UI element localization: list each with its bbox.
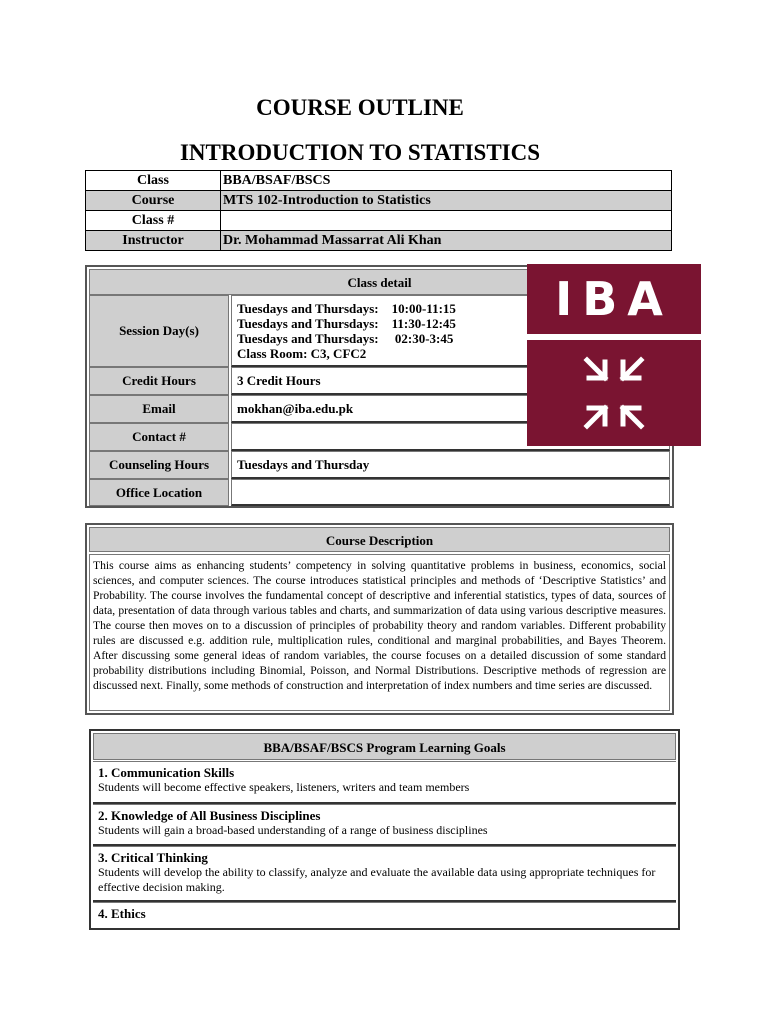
session-line-1: Tuesdays and Thursdays: 10:00-11:15 — [237, 300, 456, 316]
course-info-table — [85, 170, 672, 251]
info-value-class: BBA/BSAF/BSCS — [221, 171, 672, 191]
detail-key-session: Session Day(s) — [89, 295, 229, 367]
iba-logo — [527, 264, 701, 446]
detail-key-email: Email — [89, 395, 229, 423]
session-line-3: Tuesdays and Thursdays: 02:30-3:45 — [237, 330, 454, 346]
goal-item — [93, 761, 676, 804]
info-key-class-number: Class # — [86, 211, 221, 231]
info-row-class — [86, 171, 672, 191]
goal-title: 4. Ethics — [98, 906, 146, 921]
goal-title: 1. Communication Skills — [98, 765, 235, 780]
course-description-header: Course Description — [89, 527, 670, 552]
info-key-instructor: Instructor — [86, 231, 221, 251]
logo-top-band — [527, 264, 701, 334]
goal-description: Students will gain a broad-based understanding of a range of business disciplines — [98, 823, 488, 837]
logo-emblem-icon — [527, 340, 701, 446]
detail-value-counseling: Tuesdays and Thursday — [231, 451, 670, 479]
course-title: INTRODUCTION TO STATISTICS — [179, 140, 541, 165]
goal-title: 2. Knowledge of All Business Disciplines — [98, 808, 321, 823]
info-value-class-number — [221, 211, 672, 231]
logo-bottom-band — [527, 340, 701, 446]
goal-item — [93, 804, 676, 846]
goal-description: Students will become effective speakers, listeners, writers and team members — [98, 780, 470, 794]
info-key-class: Class — [86, 171, 221, 191]
detail-value-office — [231, 479, 670, 506]
info-row-instructor — [86, 231, 672, 251]
goal-description: Students will develop the ability to classify, analyze and evaluate the available data using appropriate techniques for effective decision making. — [98, 865, 656, 894]
session-line-2: Tuesdays and Thursdays: 11:30-12:45 — [237, 315, 456, 331]
goal-item — [93, 846, 676, 902]
document-title: COURSE OUTLINE — [256, 95, 464, 120]
info-key-course: Course — [86, 191, 221, 211]
detail-key-counseling: Counseling Hours — [89, 451, 229, 479]
info-value-course: MTS 102-Introduction to Statistics — [221, 191, 672, 211]
info-value-instructor: Dr. Mohammad Massarrat Ali Khan — [221, 231, 672, 251]
detail-key-office: Office Location — [89, 479, 229, 506]
detail-row-counseling — [89, 451, 670, 479]
goal-item — [93, 902, 676, 928]
detail-value-email: mokhan@iba.edu.pk — [231, 395, 670, 423]
learning-goals-header: BBA/BSAF/BSCS Program Learning Goals — [93, 733, 676, 760]
info-row-course — [86, 191, 672, 211]
course-description-text: This course aims as enhancing students’ competency in solving quantitative problems in business, economics, social sciences, and computer sciences. The course introduces statistical principles and methods of ‘Descriptive Statistics’ and Probability. The course involves the fundamental concept of descriptive and inferential statistics, types of data, sources of data, presentation of data through various tables and charts, and summarization of data using various descriptive measures. The course then moves on to a discussion of principles of probability theory and random variables. Different probability rules are discussed e.g. addition rule, multiplication rules, conditional and marginal probabilities, and Bayes Theorem. After discussing some general ideas of random variables, the course focuses on a detailed discussion of some standard probability distributions including Binomial, Poisson, and Normal Distributions. Descriptive methods of regression are discussed next. Finally, some methods of construction and interpretation of index numbers and time series are discussed. — [89, 554, 670, 711]
goal-title: 3. Critical Thinking — [98, 850, 208, 865]
info-row-class-number — [86, 211, 672, 231]
class-room-line: Class Room: C3, CFC2 — [237, 345, 367, 361]
class-detail-header: Class detail — [89, 269, 670, 295]
learning-goals-box — [89, 729, 680, 930]
detail-key-credit-hours: Credit Hours — [89, 367, 229, 395]
detail-row-office — [89, 479, 670, 506]
detail-value-credit-hours: 3 Credit Hours — [231, 367, 670, 395]
course-description-box — [85, 523, 674, 715]
logo-wordmark: IBA — [555, 272, 673, 326]
detail-key-contact: Contact # — [89, 423, 229, 451]
